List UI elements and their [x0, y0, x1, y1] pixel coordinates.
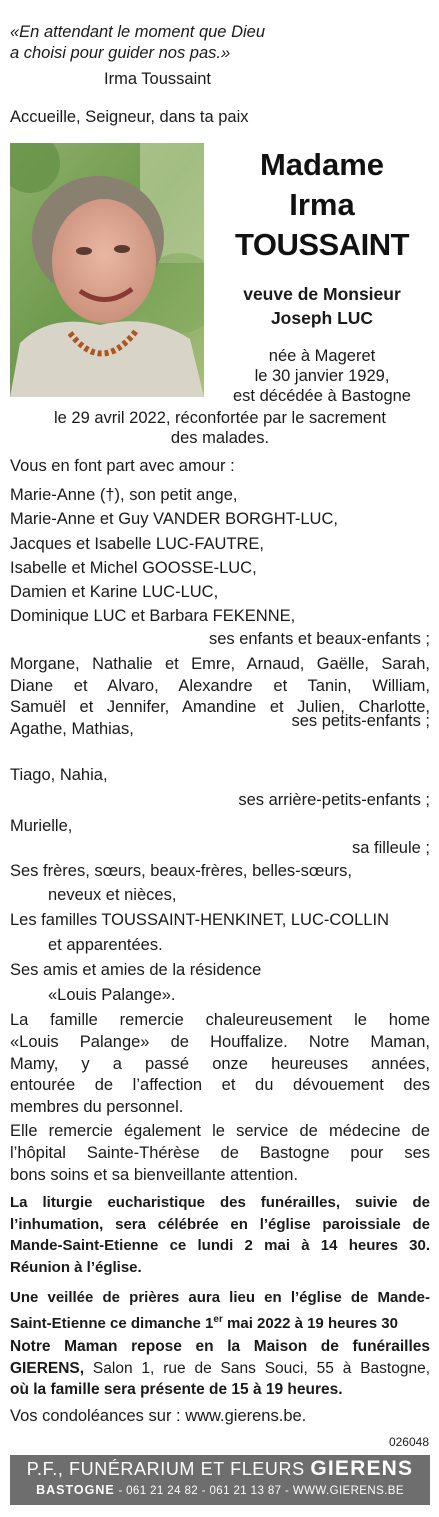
vigil-info [10, 1287, 430, 1334]
death-line: des malades. [170, 429, 270, 447]
prayer-line: Accueille, Seigneur, dans ta paix [10, 108, 249, 126]
paragraph-line: Mande-Saint-Etienne ce lundi 2 mai à 14 heures 30. [10, 1237, 430, 1254]
paragraph-line: l’inhumation, sera célébrée en l’église paroissiale de [10, 1215, 430, 1233]
quote-line: «En attendant le moment que Dieu [10, 23, 266, 41]
families: Les familles TOUSSAINT-HENKINET, LUC-COLLIN [10, 911, 389, 929]
families-cont: et apparentées. [48, 936, 163, 954]
list-item: Marie-Anne (†), son petit ange, [10, 486, 238, 504]
portrait-photo [10, 143, 204, 397]
great-grandchildren: Tiago, Nahia, [10, 766, 108, 784]
siblings: Ses frères, sœurs, beaux-frères, belles-sœurs, [10, 862, 353, 880]
footer-banner [10, 1455, 430, 1505]
ordinal-suffix: er [213, 1313, 223, 1325]
rest-info [10, 1336, 430, 1401]
quote-author: Irma Toussaint [104, 70, 211, 88]
paragraph-line: La famille remercie chaleureusement le home [10, 1011, 430, 1029]
paragraph-line: Elle remercie également le service de médecine de [10, 1122, 430, 1140]
paragraph-line [10, 1309, 430, 1335]
list-item: Agathe, Mathias, [10, 719, 134, 738]
friends-cont: «Louis Palange». [48, 986, 176, 1004]
paragraph-line: La liturgie eucharistique des funérailles, suivie de [10, 1194, 430, 1211]
announcement: Vous en font part avec amour : [10, 457, 235, 475]
list-item: Samuël et Jennifer, Amandine et Julien, Charlotte, [10, 698, 430, 716]
widow-line: veuve de Monsieur [243, 284, 401, 304]
great-grandchildren-role: ses arrière-petits-enfants ; [238, 791, 430, 809]
footer-text: P.F., FUNÉRARIUM ET FLEURS [26, 1459, 311, 1479]
list-item: Damien et Karine LUC-LUC, [10, 583, 219, 602]
address: Salon 1, rue de Sans Souci, 55 à Bastogne, [84, 1359, 430, 1377]
widow-spouse: Joseph LUC [270, 308, 374, 328]
grandchildren-role: ses petits-enfants ; [291, 712, 430, 730]
brand-name: GIERENS [310, 1457, 414, 1480]
vigil-text: mai 2022 à 19 heures 30 [222, 1314, 398, 1332]
death-line: le 29 avril 2022, réconfortée par le sacrement [53, 409, 386, 427]
list-item: Dominique LUC et Barbara FEKENNE, [10, 607, 296, 626]
friends: Ses amis et amies de la résidence [10, 961, 262, 979]
footer-phones: - 061 21 24 82 - 061 21 13 87 - WWW.GIERENS.BE [114, 1485, 404, 1497]
footer-city: BASTOGNE [36, 1483, 115, 1497]
list-item: Isabelle et Michel GOOSSE-LUC, [10, 558, 257, 577]
goddaughter-role: sa filleule ; [352, 839, 430, 857]
children-role: ses enfants et beaux-enfants ; [208, 630, 430, 648]
children-list [10, 483, 430, 629]
footer-contact [10, 1482, 430, 1499]
list-item: Marie-Anne et Guy VANDER BORGHT-LUC, [10, 510, 338, 529]
thanks-hospital [10, 1120, 430, 1186]
list-item: Jacques et Isabelle LUC-FAUTRE, [10, 534, 265, 553]
condolences-line: Vos condoléances sur : www.gierens.be. [10, 1407, 307, 1425]
birth-date: le 30 janvier 1929, [254, 367, 390, 385]
ad-code: 026048 [388, 1435, 429, 1449]
goddaughter: Murielle, [10, 817, 73, 835]
paragraph-line: bons soins et sa bienveillante attention. [10, 1166, 299, 1184]
funeral-info [10, 1192, 430, 1278]
deceased-title: Madame [259, 147, 385, 182]
paragraph-line: Mamy, y a passé onze heureuses années, [10, 1054, 430, 1073]
vigil-text: Saint-Etienne ce dimanche 1 [10, 1314, 214, 1332]
paragraph-line: Notre Maman repose en la Maison de funérailles [10, 1338, 430, 1355]
paragraph-line: membres du personnel. [10, 1098, 184, 1117]
thanks-paragraph [10, 1010, 430, 1119]
paragraph-line: Réunion à l’église. [10, 1258, 142, 1276]
paragraph-line: entourée de l’affection et du dévouement des [10, 1076, 430, 1095]
paragraph-line: l’hôpital Sainte-Thérèse de Bastogne pour ses [10, 1144, 430, 1162]
siblings-cont: neveux et nièces, [48, 886, 177, 904]
paragraph-line: où la famille sera présente de 15 à 19 heures. [10, 1381, 343, 1398]
deceased-first-name: Irma [289, 187, 355, 222]
death-date [10, 408, 430, 448]
quote-line: a choisi pour guider nos pas.» [10, 44, 231, 62]
paragraph-line: Une veillée de prières aura lieu en l’église de Mande- [10, 1289, 430, 1306]
paragraph-line: «Louis Palange» de Houffalize. Notre Maman, [10, 1032, 430, 1051]
list-item: Morgane, Nathalie et Emre, Arnaud, Gaëlle, Sarah, [10, 655, 430, 673]
footer-title [10, 1455, 430, 1482]
funeral-home-name: GIERENS, [10, 1359, 85, 1377]
opening-quote [10, 22, 265, 64]
paragraph-line [10, 1358, 430, 1380]
death-place: est décédée à Bastogne [233, 387, 411, 405]
deceased-last-name: TOUSSAINT [234, 227, 410, 262]
birth-place: née à Mageret [268, 347, 376, 365]
list-item: Diane et Alvaro, Alexandre et Tanin, William, [10, 676, 430, 695]
